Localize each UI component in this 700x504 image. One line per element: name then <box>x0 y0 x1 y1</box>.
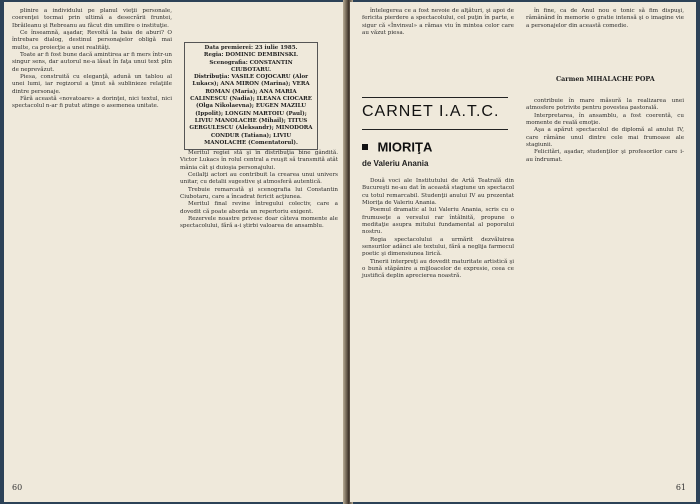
paragraph: Trebuie remarcată şi scenografia lui Constantin Ciubotaru, care a încadrat fericit acţiunea. <box>180 186 338 201</box>
production-credits-box <box>184 42 318 150</box>
page-number: 61 <box>675 483 686 492</box>
article-title: MIORIŢA <box>377 139 433 155</box>
paragraph: Felicitări, aşadar, studenţilor şi profesorilor care i-au îndrumat. <box>526 149 684 163</box>
paragraph: Meritul regiei stă şi în distribuţia bine gândită. Victor Lukacs în rolul central a reuşit să transmită atât mânia cât şi duioşia personajului. <box>180 150 338 171</box>
cast-list: Distribuţia: VASILE COJOCARU (Alor Lukacs); ANA MIRON (Marina); VERA ROMAN (Maria); ANA MARIA CALINESCU (Nadia); ILEANA CIOCARE (Olga Nikolaevna); EUGEN MAZILU (Ippolit); LONGIN MARTOIU (Paul); LIVIU MANOLACHE (Mihail); TITUS GERGULESCU (Aleksandr); MINODORA CONDUR (Tatiana); LIVIU MANOLACHE (Comentatorul). <box>189 74 313 146</box>
paragraph: Rezervele noastre privesc doar câteva momente ale spectacolului, fără a-i ştirbi valoarea de ansamblu. <box>180 216 338 230</box>
paragraph: Piesa, construită cu eleganţă, adună un tablou al unei lumi, iar regizorul a ţinut să sublinieze relaţiile dintre personaje. <box>12 74 172 95</box>
paragraph: Tinerii interpreţi au dovedit maturitate artistică şi o bună stăpânire a mijloacelor de expresie, ceea ce justifică deplin aprecierea noastră. <box>362 258 514 280</box>
square-bullet-icon <box>362 144 368 150</box>
article-heading <box>362 138 432 156</box>
paragraph: Toate ar fi fost bune dacă amintirea ar fi mers într-un singur sens, dar autorul ne-a lăsat în faţa unui text plin de neprevăzut. <box>12 52 172 73</box>
paragraph: Regia spectacolului a urmărit dezvăluirea sensurilor adânci ale textului, fără a neglija farmecul poetic şi dimensiunea lirică. <box>362 236 514 258</box>
right-page-column-1 <box>362 178 514 478</box>
paragraph: Meritul final revine întregului colectiv, care a dovedit că poate aborda un repertoriu exigent. <box>180 201 338 215</box>
paragraph: Ce înseamnă, aşadar, Revoltă la baia de aburi? O întrebare dialog, destinul personajelor obligă mai multe, ca proiecţie a unei realităţi. <box>12 30 172 51</box>
left-page <box>4 2 346 502</box>
paragraph: Interpretarea, în ansamblu, a fost coerentă, cu momente de reală emoţie. <box>526 112 684 127</box>
paragraph: în fine, ca de Anul nou e tonic să fim dispuşi, râmânând în memorie o gratie intensă şi o imagine vie a personajelor din această comedie. <box>526 8 684 29</box>
section-header <box>362 97 508 130</box>
header-rule <box>362 129 508 130</box>
right-page-top-column-1 <box>362 8 514 68</box>
paragraph: Aşa a apărut spectacolul de diplomă al anului IV, care rămâne unul dintre cele mai frumoase ale stagiunii. <box>526 127 684 149</box>
right-page-top-column-2 <box>526 8 684 48</box>
header-rule <box>362 97 508 98</box>
premiere-date: Data premierei: 23 iulie 1985. <box>204 45 298 51</box>
page-number: 60 <box>12 483 23 492</box>
set-design-credit: Scenografia: CONSTANTIN CIUBOTARU. <box>209 59 293 73</box>
paragraph: Două voci ale Institutului de Artă Teatrală din Bucureşti ne-au dat în această stagiune un spectacol cu totul remarcabil. Studenţii anului IV au prezentat Mioriţa de Valeriu Anania. <box>362 178 514 207</box>
director-credit: Regia: DOMINIC DEMBINSKI. <box>203 52 299 59</box>
author-signature: Carmen MIHALACHE POPA <box>556 75 655 83</box>
article-byline: de Valeriu Anania <box>362 159 429 168</box>
paragraph: Ceilalţi actori au contribuit la crearea unui univers unitar, cu detalii sugestive şi atmosferă autentică. <box>180 172 338 186</box>
paragraph: Poemul dramatic al lui Valeriu Anania, scris cu o frumuseţe a versului rar întâlnită, propune o meditaţie asupra mitului fundamental al poporului nostru. <box>362 207 514 236</box>
paragraph: plinire a individului pe planul vieţii personale, coerenţei tocmai prin ultimă a desecrării fruntei, Ibrăileanu şi Rebreanu au făcut din umilire o instituţie. <box>12 8 172 29</box>
paragraph: întelegerea ce a fost nevoie de alţături, şi apoi de fericita pierdere a spectacolului, cel puţin în parte, e sigur că «Învinsul» a rămas viu în mintea celor care au văzut piesa. <box>362 8 514 37</box>
section-title: CARNET I.A.T.C. <box>362 103 500 121</box>
left-page-column-1 <box>12 8 172 478</box>
right-page <box>350 2 696 502</box>
right-page-column-2 <box>526 98 684 478</box>
left-page-column-2 <box>180 150 338 480</box>
paragraph: Fără această «novatoare» a dorinţei, nici textul, nici spectacolul n-ar fi putut atinge o asemenea unitate. <box>12 96 172 110</box>
paragraph: contribuie în mare măsură la realizarea unei atmosfere potrivite pentru povestea pastorală. <box>526 98 684 112</box>
